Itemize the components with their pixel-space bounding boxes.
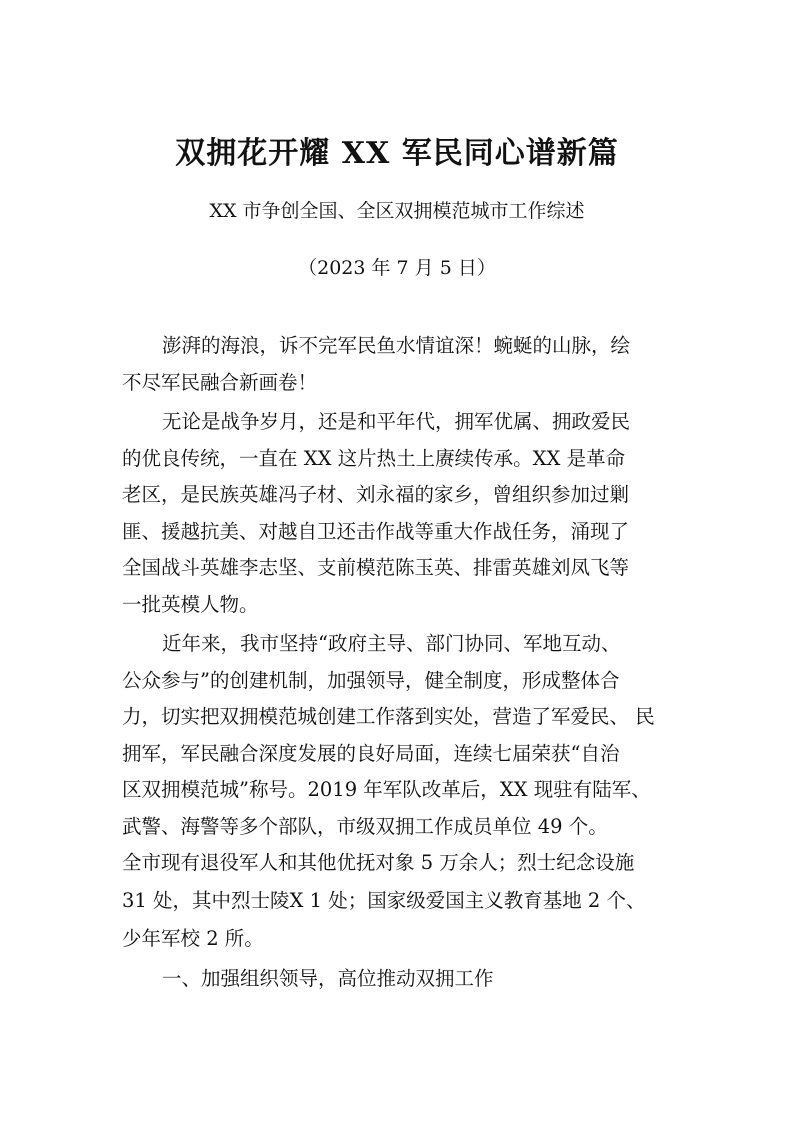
document-subtitle: XX 市争创全国、全区双拥模范城市工作综述	[209, 200, 585, 222]
body-line: 不尽军民融合新画卷！	[122, 370, 318, 394]
body-line: 澎湃的海浪，诉不完军民鱼水情谊深！蜿蜒的山脉，绘	[162, 334, 631, 357]
body-line: 匪、援越抗美、对越自卫还击作战等重大作战任务，涌现了	[122, 519, 630, 543]
section-heading: 一、加强组织领导，高位推动双拥工作	[162, 967, 494, 990]
body-line: 全国战斗英雄李志坚、支前模范陈玉英、排雷英雄刘凤飞等	[122, 556, 630, 579]
body-line: 武警、海警等多个部队，市级双拥工作成员单位 49 个。	[122, 814, 608, 838]
body-line: 一批英模人物。	[122, 592, 259, 616]
document-date: （2023 年 7 月 5 日）	[298, 257, 496, 279]
body-line: 老区，是民族英雄冯子材、刘永福的家乡，曾组织参加过剿	[122, 483, 630, 506]
body-line: 31 处，其中烈士陵X 1 处；国家级爱国主义教育基地 2 个、	[122, 889, 646, 912]
body-line: 公众参与”的创建机制，加强领导，健全制度，形成整体合	[122, 668, 620, 692]
body-line: 拥军，军民融合深度发展的良好局面，连续七届荣获“自治	[122, 741, 620, 765]
body-line: 近年来，我市坚持“政府主导、部门协同、军地互动、	[162, 632, 621, 655]
body-line: 全市现有退役军人和其他优抚对象 5 万余人；烈士纪念设施	[122, 851, 635, 874]
body-line: 无论是战争岁月，还是和平年代，拥军优属、拥政爱民	[162, 410, 631, 433]
body-line: 少年军校 2 所。	[122, 927, 264, 950]
document-body	[122, 328, 678, 998]
body-line: 的优良传统，一直在 XX 这片热土上赓续传承。XX 是革命	[122, 446, 626, 470]
body-line: 力，切实把双拥模范城创建工作落到实处，营造了军爱民、 民	[122, 705, 655, 728]
body-line: 区双拥模范城”称号。2019 年军队改革后，XX 现驻有陆军、	[122, 778, 651, 801]
document-title: 双拥花开耀 XX 军民同心谱新篇	[175, 136, 619, 171]
